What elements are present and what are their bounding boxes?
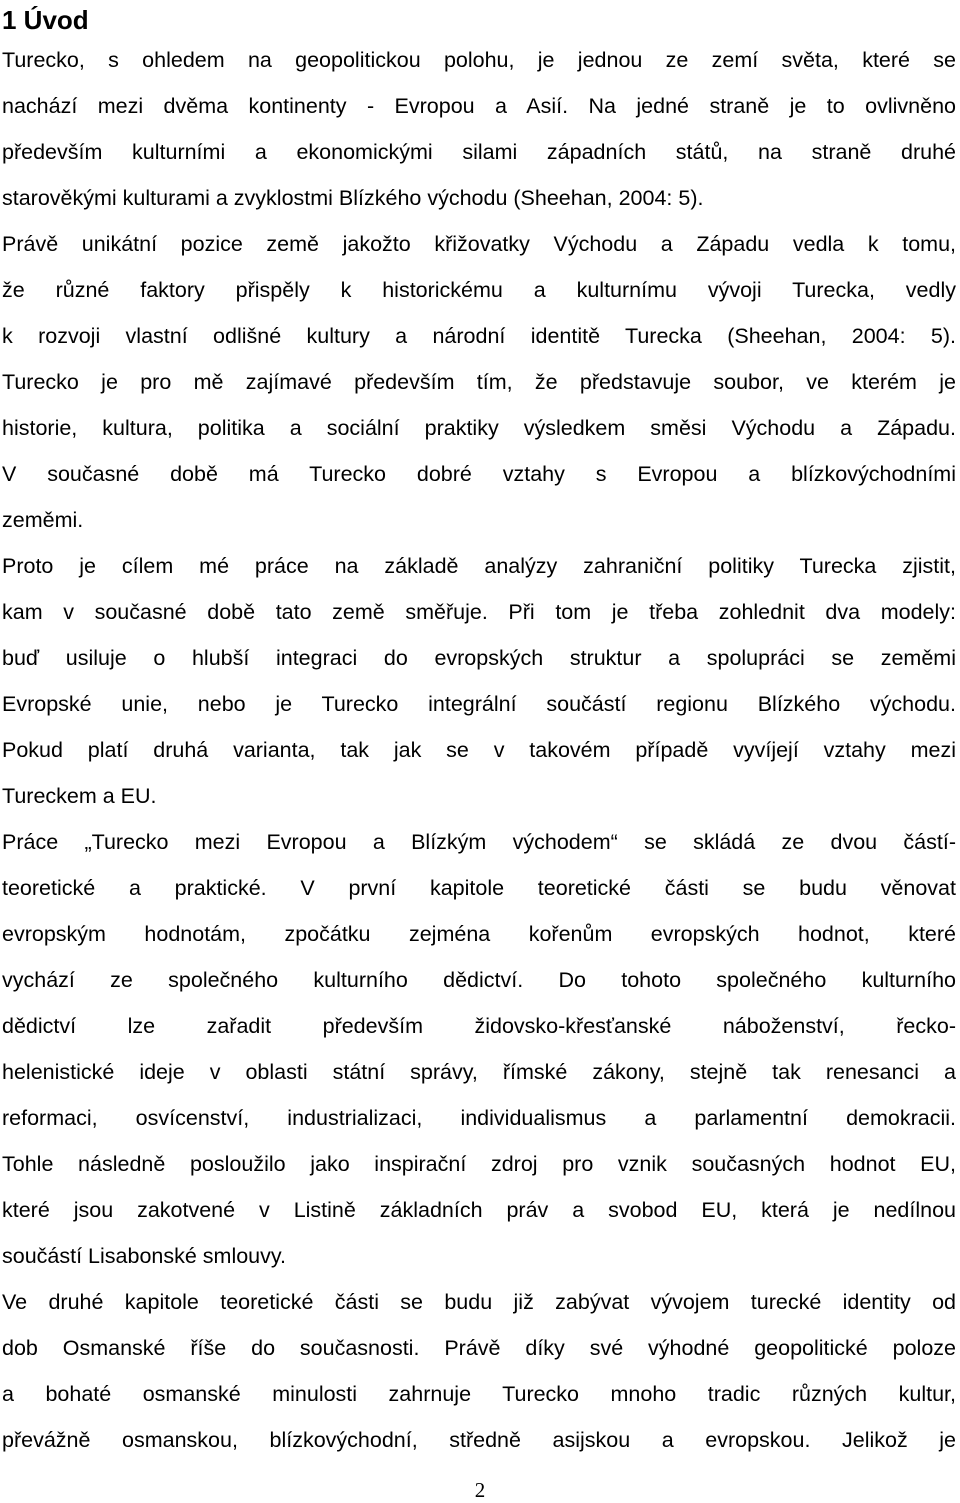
text-line: k rozvoji vlastní odlišné kultury a národní identitě Turecka (Sheehan, 2004: 5). — [2, 324, 956, 348]
text-line: vychází ze společného kulturního dědictví. Do tohoto společného kulturního — [2, 968, 956, 992]
text-line: kam v současné době tato země směřuje. Při tom je třeba zohlednit dva modely: — [2, 600, 956, 624]
chapter-heading: 1 Úvod — [2, 5, 89, 35]
text-line: Ve druhé kapitole teoretické části se budu již zabývat vývojem turecké identity od — [2, 1290, 956, 1314]
text-line: Turecko, s ohledem na geopolitickou polohu, je jednou ze zemí světa, které se — [2, 48, 956, 72]
text-line: dob Osmanské říše do současnosti. Právě díky své výhodné geopolitické poloze — [2, 1336, 956, 1360]
page-number: 2 — [474, 1478, 486, 1502]
text-line: teoretické a praktické. V první kapitole teoretické části se budu věnovat — [2, 876, 956, 900]
text-line: Pokud platí druhá varianta, tak jak se v takovém případě vyvíjejí vztahy mezi — [2, 738, 956, 762]
text-line: Turecko je pro mě zajímavé především tím, že představuje soubor, ve kterém je — [2, 370, 956, 394]
text-line: zeměmi. — [2, 508, 84, 532]
text-line: především kulturními a ekonomickými silami západních států, na straně druhé — [2, 140, 956, 164]
text-line: nachází mezi dvěma kontinenty - Evropou a Asií. Na jedné straně je to ovlivněno — [2, 94, 956, 118]
text-line: helenistické ideje v oblasti státní správy, římské zákony, stejně tak renesanci a — [2, 1060, 956, 1084]
text-line: Tohle následně posloužilo jako inspirační zdroj pro vznik současných hodnot EU, — [2, 1152, 956, 1176]
text-line: převážně osmanskou, blízkovýchodní, středně asijskou a evropskou. Jelikož je — [2, 1428, 956, 1452]
text-line: Tureckem a EU. — [2, 784, 157, 808]
text-line: Právě unikátní pozice země jakožto křižovatky Východu a Západu vedla k tomu, — [2, 232, 956, 256]
text-line: starověkými kulturami a zvyklostmi Blízkého východu (Sheehan, 2004: 5). — [2, 186, 704, 210]
text-line: které jsou zakotvené v Listině základních práv a svobod EU, která je nedílnou — [2, 1198, 956, 1222]
text-line: historie, kultura, politika a sociální praktiky výsledkem směsi Východu a Západu. — [2, 416, 956, 440]
text-line: že různé faktory přispěly k historickému a kulturnímu vývoji Turecka, vedly — [2, 278, 956, 302]
text-line: Práce „Turecko mezi Evropou a Blízkým východem“ se skládá ze dvou částí- — [2, 830, 956, 854]
body-text — [2, 37, 956, 1463]
text-line: součástí Lisabonské smlouvy. — [2, 1244, 287, 1268]
text-line: V současné době má Turecko dobré vztahy s Evropou a blízkovýchodními — [2, 462, 956, 486]
text-line: reformaci, osvícenství, industrializaci, individualismus a parlamentní demokracii. — [2, 1106, 956, 1130]
text-line: Proto je cílem mé práce na základě analýzy zahraniční politiky Turecka zjistit, — [2, 554, 956, 578]
text-line: a bohaté osmanské minulosti zahrnuje Turecko mnoho tradic různých kultur, — [2, 1382, 956, 1406]
text-line: Evropské unie, nebo je Turecko integrální součástí regionu Blízkého východu. — [2, 692, 956, 716]
text-line: buď usiluje o hlubší integraci do evropských struktur a spolupráci se zeměmi — [2, 646, 956, 670]
text-line: evropským hodnotám, zpočátku zejména kořenům evropských hodnot, které — [2, 922, 956, 946]
text-line: dědictví lze zařadit především židovsko-křesťanské náboženství, řecko- — [2, 1014, 956, 1038]
